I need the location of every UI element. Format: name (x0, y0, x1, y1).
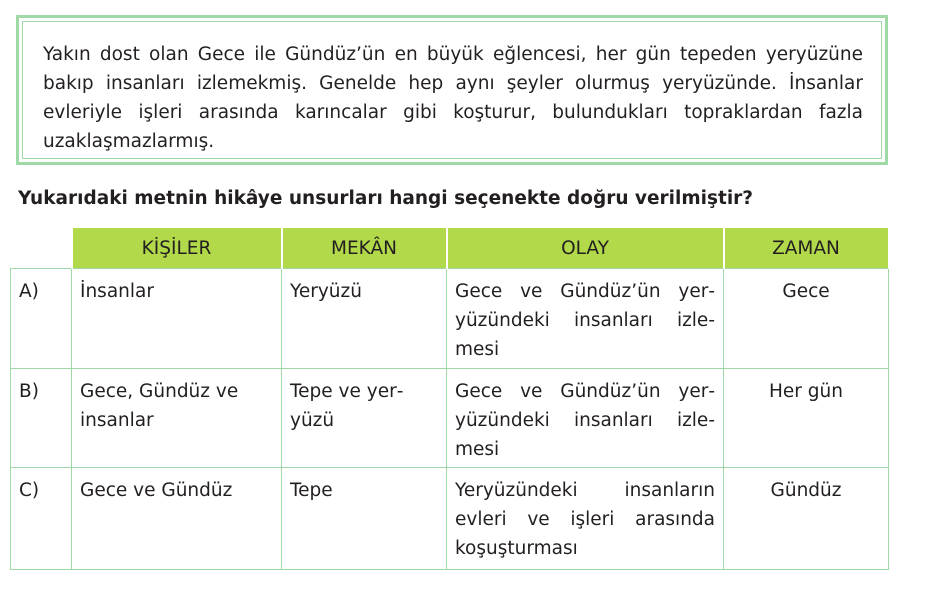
option-label: B) (11, 369, 72, 468)
header-blank-cell (11, 228, 72, 269)
passage-box (16, 15, 888, 165)
cell-olay: Gece ve Gündüz’ün yeryüzündeki insanları izlemesi (447, 269, 724, 369)
header-zaman: ZAMAN (724, 228, 889, 269)
cell-olay: Yeryüzündeki insanların evleri ve işleri arasında koşuşturması (447, 468, 724, 570)
table-header-row (11, 228, 889, 269)
cell-kisiler: İnsanlar (72, 269, 282, 369)
header-kisiler: KİŞİLER (72, 228, 282, 269)
options-table (10, 228, 890, 570)
option-label: A) (11, 269, 72, 369)
cell-mekan: Yeryüzü (282, 269, 447, 369)
option-row-c[interactable] (11, 468, 889, 570)
option-row-b[interactable] (11, 369, 889, 468)
cell-zaman: Gündüz (724, 468, 889, 570)
option-row-a[interactable] (11, 269, 889, 369)
cell-olay: Gece ve Gündüz’ün yeryüzündeki insanları izlemesi (447, 369, 724, 468)
header-mekan: MEKÂN (282, 228, 447, 269)
cell-zaman: Gece (724, 269, 889, 369)
question-text: Yukarıdaki metnin hikâye unsurları hangi seçenekte doğru verilmiştir? (18, 188, 754, 209)
option-label: C) (11, 468, 72, 570)
cell-kisiler: Gece ve Gündüz (72, 468, 282, 570)
cell-kisiler: Gece, Gündüz ve insanlar (72, 369, 282, 468)
passage-inner-frame (22, 21, 882, 159)
cell-zaman: Her gün (724, 369, 889, 468)
cell-mekan: Tepe (282, 468, 447, 570)
header-olay: OLAY (447, 228, 724, 269)
passage-text: Yakın dost olan Gece ile Gündüz’ün en büyük eğlencesi, her gün tepeden yeryüzüne bakıp insanları izlemekmiş. Genelde hep aynı şeyler olurmuş yeryüzünde. İnsanlar evleriyle işleri arasında karıncalar gibi koşturur, bulundukları topraklardan fazla uzaklaşmazlarmış. (43, 44, 863, 152)
cell-mekan: Tepe ve yeryüzü (282, 369, 447, 468)
